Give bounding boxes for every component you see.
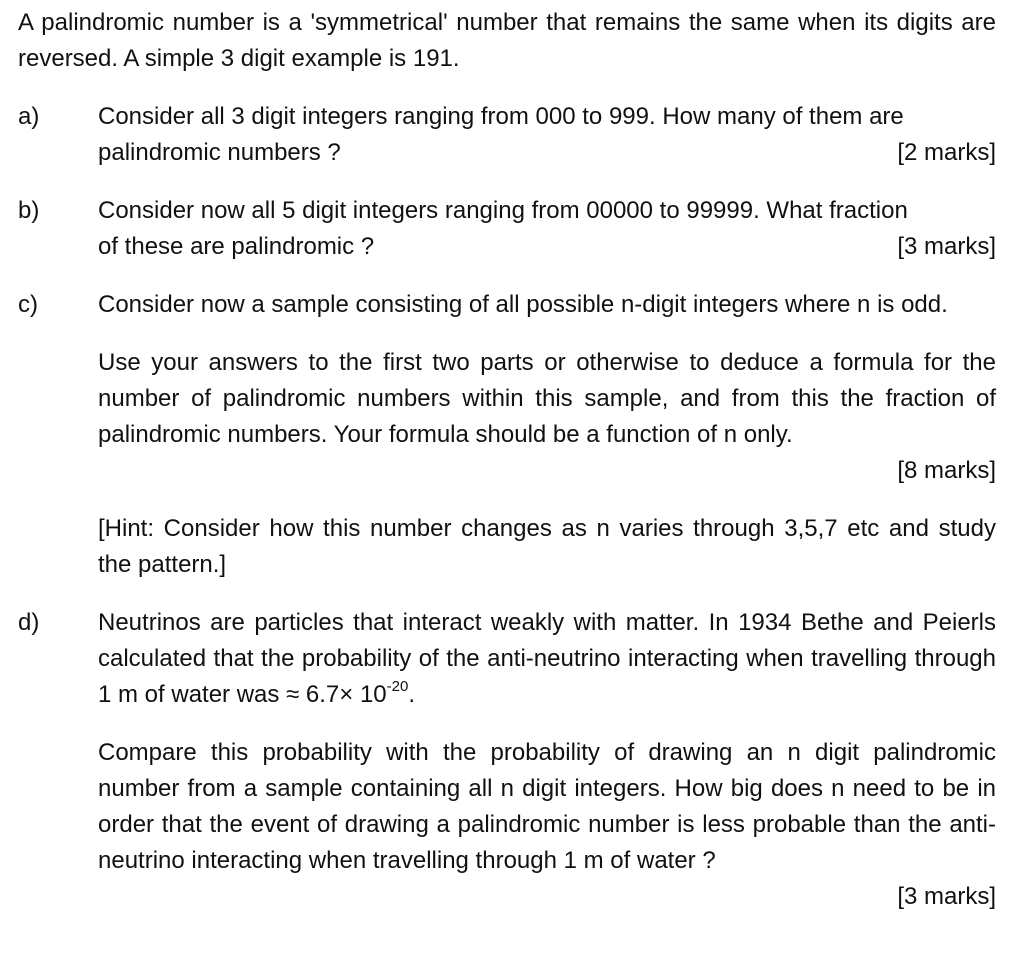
question-b <box>18 193 996 265</box>
question-a <box>18 99 996 171</box>
question-d-paragraph-2-block <box>98 735 996 915</box>
question-c-paragraph-2: Use your answers to the first two parts or otherwise to deduce a formula for the number of palindromic numbers within this sample, and from this the fraction of palindromic numbers. Your formula should be a function of n only. <box>98 349 996 448</box>
intro-paragraph: A palindromic number is a 'symmetrical' number that remains the same when its digits are reversed. A simple 3 digit example is 191. <box>18 9 996 72</box>
question-d-label: d) <box>18 609 40 636</box>
question-c-marks: [8 marks] <box>897 457 996 484</box>
question-b-marks: [3 marks] <box>897 233 996 260</box>
question-d-marks: [3 marks] <box>897 883 996 910</box>
question-b-text-line2: of these are palindromic ? <box>98 233 375 260</box>
exam-question-page <box>18 5 996 915</box>
question-d-paragraph-2: Compare this probability with the probability of drawing an n digit palindromic number from a sample containing all n digit integers. How big does n need to be in order that the event of drawing a palindromic number is less probable than the anti-neutrino interacting when travelling through 1 m of water ? <box>98 739 996 874</box>
question-b-text-line1: Consider now all 5 digit integers ranging from 00000 to 99999. What fraction <box>98 197 908 224</box>
question-a-label: a) <box>18 103 40 130</box>
exponent: -20 <box>386 678 409 695</box>
question-c <box>18 287 996 583</box>
question-c-hint: [Hint: Consider how this number changes as n varies through 3,5,7 etc and study the pattern.] <box>98 515 996 578</box>
question-c-paragraph-2-block <box>98 345 996 489</box>
question-a-body <box>98 99 996 171</box>
question-c-label: c) <box>18 291 38 318</box>
question-d-paragraph-1 <box>98 605 996 713</box>
question-b-last-line <box>98 229 996 265</box>
question-b-body <box>98 193 996 265</box>
question-c-body <box>98 287 996 583</box>
question-d <box>18 605 996 915</box>
question-d-paragraph-1-text: Neutrinos are particles that interact weakly with matter. In 1934 Bethe and Peierls calculated that the probability of the anti-neutrino interacting when travelling through 1 m of water was ≈ 6.7× 10 <box>98 609 996 708</box>
question-c-paragraph-1: Consider now a sample consisting of all possible n-digit integers where n is odd. <box>98 291 948 318</box>
question-b-label: b) <box>18 197 40 224</box>
question-d-body <box>98 605 996 915</box>
question-a-marks: [2 marks] <box>897 139 996 166</box>
question-a-last-line <box>98 135 996 171</box>
question-d-paragraph-1-end: . <box>408 681 416 708</box>
question-a-text-line1: Consider all 3 digit integers ranging from 000 to 999. How many of them are <box>98 103 904 130</box>
question-a-text-line2: palindromic numbers ? <box>98 139 341 166</box>
